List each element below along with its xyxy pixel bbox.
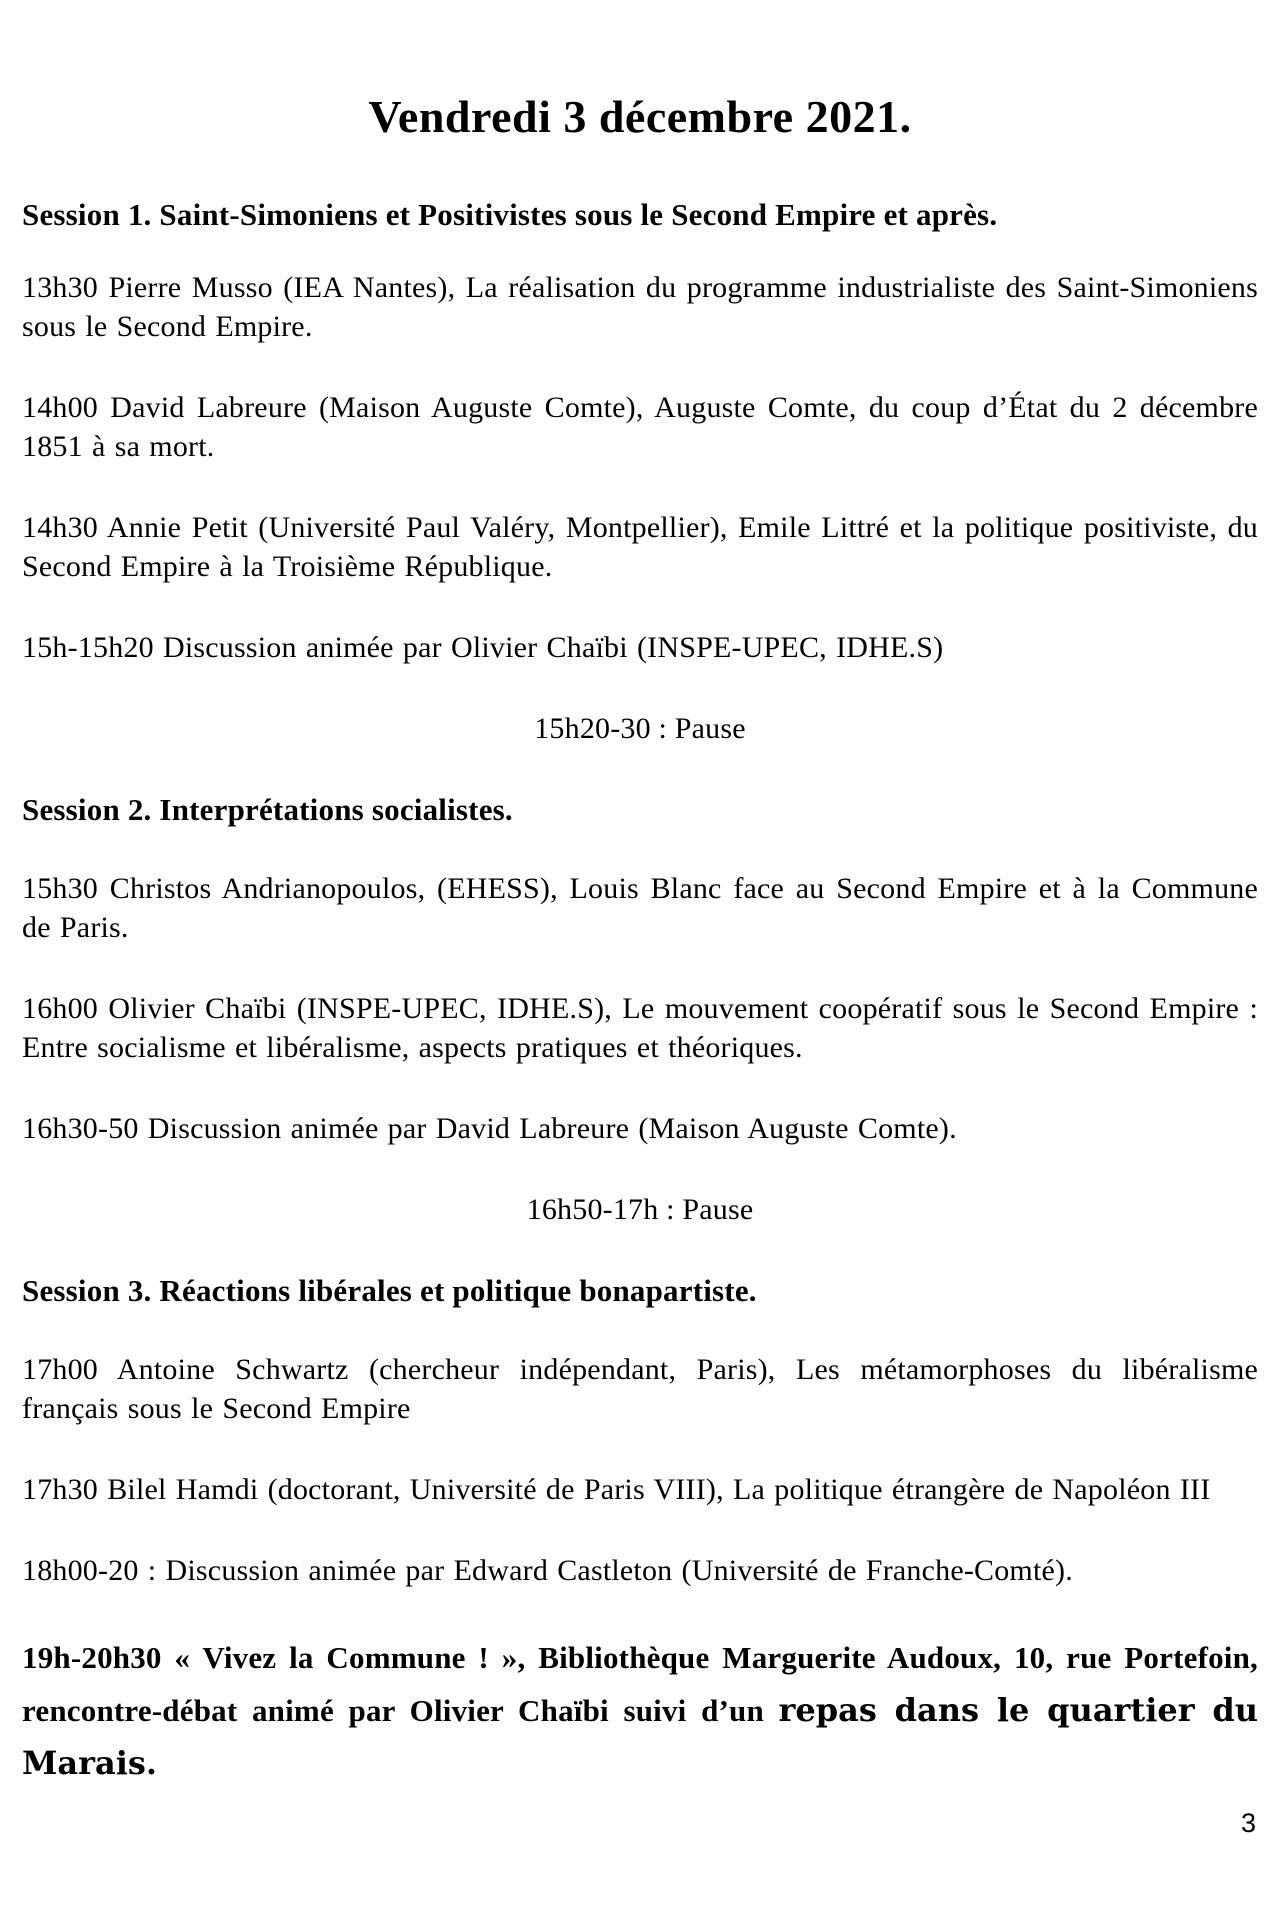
- page-number: 3: [1240, 1808, 1256, 1838]
- schedule-item-13h30: 13h30 Pierre Musso (IEA Nantes), La réalisation du programme industrialiste des Saint-Simoniens sous le Second Empire.: [22, 270, 1258, 343]
- schedule-item-16h00: 16h00 Olivier Chaïbi (INSPE-UPEC, IDHE.S), Le mouvement coopératif sous le Second Empire : Entre socialisme et libéralisme, aspects pratiques et théoriques.: [22, 991, 1258, 1064]
- closing-note-lead: 19h-20h30 « Vivez la Commune ! », Bibliothèque Marguerite Audoux, 10, rue Portefoin, rencontre-débat animé par Olivier Chaïbi suivi d’un: [22, 1639, 1258, 1728]
- schedule-item-18h00-discussion: 18h00-20 : Discussion animée par Edward Castleton (Université de Franche-Comté).: [22, 1553, 1073, 1587]
- schedule-item-14h30: 14h30 Annie Petit (Université Paul Valéry, Montpellier), Emile Littré et la politique positiviste, du Second Empire à la Troisième République.: [22, 510, 1258, 583]
- schedule-item-17h30: 17h30 Bilel Hamdi (doctorant, Université de Paris VIII), La politique étrangère de Napoléon III: [22, 1472, 1211, 1506]
- day-title: Vendredi 3 décembre 2021.: [368, 91, 912, 142]
- schedule-item-15h30: 15h30 Christos Andrianopoulos, (EHESS), Louis Blanc face au Second Empire et à la Commune de Paris.: [22, 871, 1258, 944]
- schedule-item-14h00: 14h00 David Labreure (Maison Auguste Comte), Auguste Comte, du coup d’État du 2 décembre 1851 à sa mort.: [22, 390, 1258, 463]
- schedule-item-16h30-discussion: 16h30-50 Discussion animée par David Labreure (Maison Auguste Comte).: [22, 1111, 957, 1145]
- session-2-heading: Session 2. Interprétations socialistes.: [22, 791, 513, 827]
- session-1-heading: Session 1. Saint-Simoniens et Positivistes sous le Second Empire et après.: [22, 196, 998, 232]
- schedule-item-15h-discussion: 15h-15h20 Discussion animée par Olivier Chaïbi (INSPE-UPEC, IDHE.S): [22, 630, 944, 664]
- closing-note-highlight: repas dans le quartier du Marais: [22, 1690, 1258, 1782]
- pause-note-2: 16h50-17h : Pause: [526, 1192, 754, 1226]
- closing-note-end: .: [145, 1743, 158, 1782]
- closing-note: [22, 1632, 1258, 1790]
- pause-note-1: 15h20-30 : Pause: [534, 711, 746, 745]
- schedule-item-17h00: 17h00 Antoine Schwartz (chercheur indépendant, Paris), Les métamorphoses du libéralisme français sous le Second Empire: [22, 1352, 1258, 1425]
- session-3-heading: Session 3. Réactions libérales et politique bonapartiste.: [22, 1272, 757, 1308]
